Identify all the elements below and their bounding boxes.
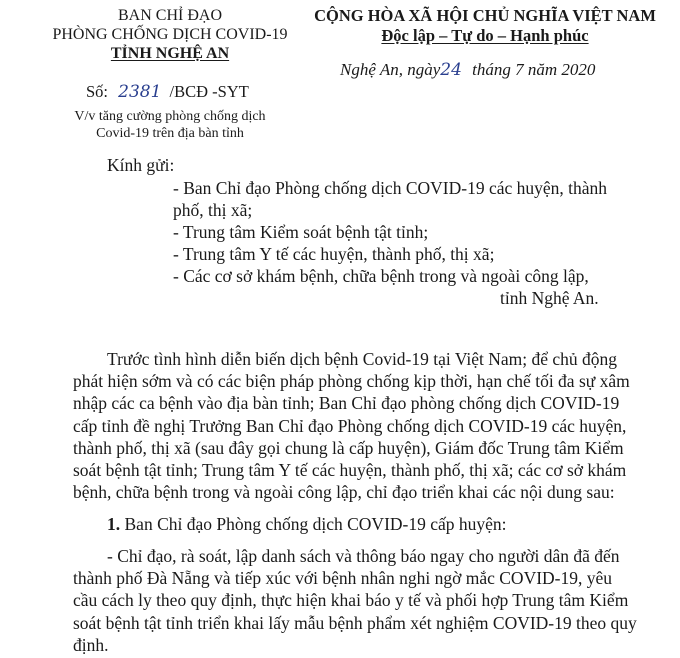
recipient-line-3: - Trung tâm Kiểm soát bệnh tật tỉnh; [173,222,429,242]
paragraph-1-line-4: cấp tỉnh đề nghị Trưởng Ban Chỉ đạo Phòng chống dịch COVID-19 các huyện, [73,415,627,436]
national-motto: Độc lập – Tự do – Hạnh phúc [381,26,589,45]
paragraph-2-line-5: định. [73,634,109,655]
issuer-line-3: TỈNH NGHỆ AN [110,45,230,62]
paragraph-1-line-6: soát bệnh tật tỉnh; Trung tâm Y tế các huyện, thành phố, thị xã; các cơ sở khám [73,460,627,481]
paragraph-2-line-2: thành phố Đà Nẵng và tiếp xúc với bệnh nhân nghi ngờ mắc COVID-19, yêu [73,568,613,589]
recipient-line-6: tỉnh Nghệ An. [500,288,599,308]
recipient-line-2: phố, thị xã; [173,200,253,220]
paragraph-2-line-4: soát bệnh tật tỉnh triển khai lấy mẫu bệnh phẩm xét nghiệm COVID-19 theo quy [73,612,637,633]
paragraph-1-line-1: Trước tình hình diễn biến dịch bệnh Covid-19 tại Việt Nam; để chủ động [107,349,618,369]
subject-block [48,108,292,142]
recipient-line-1: - Ban Chỉ đạo Phòng chống dịch COVID-19 các huyện, thành [173,178,608,198]
date-prefix: Nghệ An, ngày [340,60,441,79]
paragraph-1-line-3: nhập các ca bệnh vào địa bàn tỉnh; Ban Chỉ đạo phòng chống dịch COVID-19 [73,393,620,414]
body-paragraph-2 [73,545,637,656]
subject-line-1: V/v tăng cường phòng chống dịch [74,109,266,124]
issuer-line-2: PHÒNG CHỐNG DỊCH COVID-19 [52,26,288,43]
date-day: 24 [440,60,462,80]
document-number-value: 2381 [118,82,162,102]
recipient-line-5: - Các cơ sở khám bệnh, chữa bệnh trong và ngoài công lập, [173,266,589,286]
document-number-prefix: Số: [86,82,109,101]
document-number [86,82,249,102]
issuer-block [48,6,292,63]
issuer-line-1: BAN CHỈ ĐẠO [118,7,222,24]
paragraph-1-line-5: thành phố, thị xã (sau đây gọi chung là cấp huyện), Giám đốc Trung tâm Kiểm [73,437,624,458]
paragraph-1-line-2: phát hiện sớm và có các biện pháp phòng chống kịp thời, hạn chế tối đa sự xâm [73,371,630,392]
greeting: Kính gửi: [107,155,175,175]
date-line [340,60,595,80]
recipient-line-4: - Trung tâm Y tế các huyện, thành phố, thị xã; [173,244,495,264]
section-1-title: Ban Chỉ đạo Phòng chống dịch COVID-19 cấp huyện: [124,514,507,534]
section-1-number: 1. [107,514,121,534]
national-header [300,6,670,46]
national-title: CỘNG HÒA XÃ HỘI CHỦ NGHĨA VIỆT NAM [314,6,656,25]
subject-line-2: Covid-19 trên địa bàn tỉnh [96,126,244,141]
body-paragraph-1 [73,348,630,503]
paragraph-1-line-7: bệnh, chữa bệnh trong và ngoài công lập, chỉ đạo triển khai các nội dung sau: [73,482,615,503]
date-suffix: tháng 7 năm 2020 [472,60,596,79]
paragraph-2-line-3: cầu cách ly theo quy định, thực hiện khai báo y tế và phối hợp Trung tâm Kiểm [73,590,629,611]
section-1-heading [107,513,507,535]
paragraph-2-line-1: - Chỉ đạo, rà soát, lập danh sách và thông báo ngay cho người dân đã đến [107,546,620,566]
document-number-suffix: /BCĐ -SYT [169,82,249,101]
